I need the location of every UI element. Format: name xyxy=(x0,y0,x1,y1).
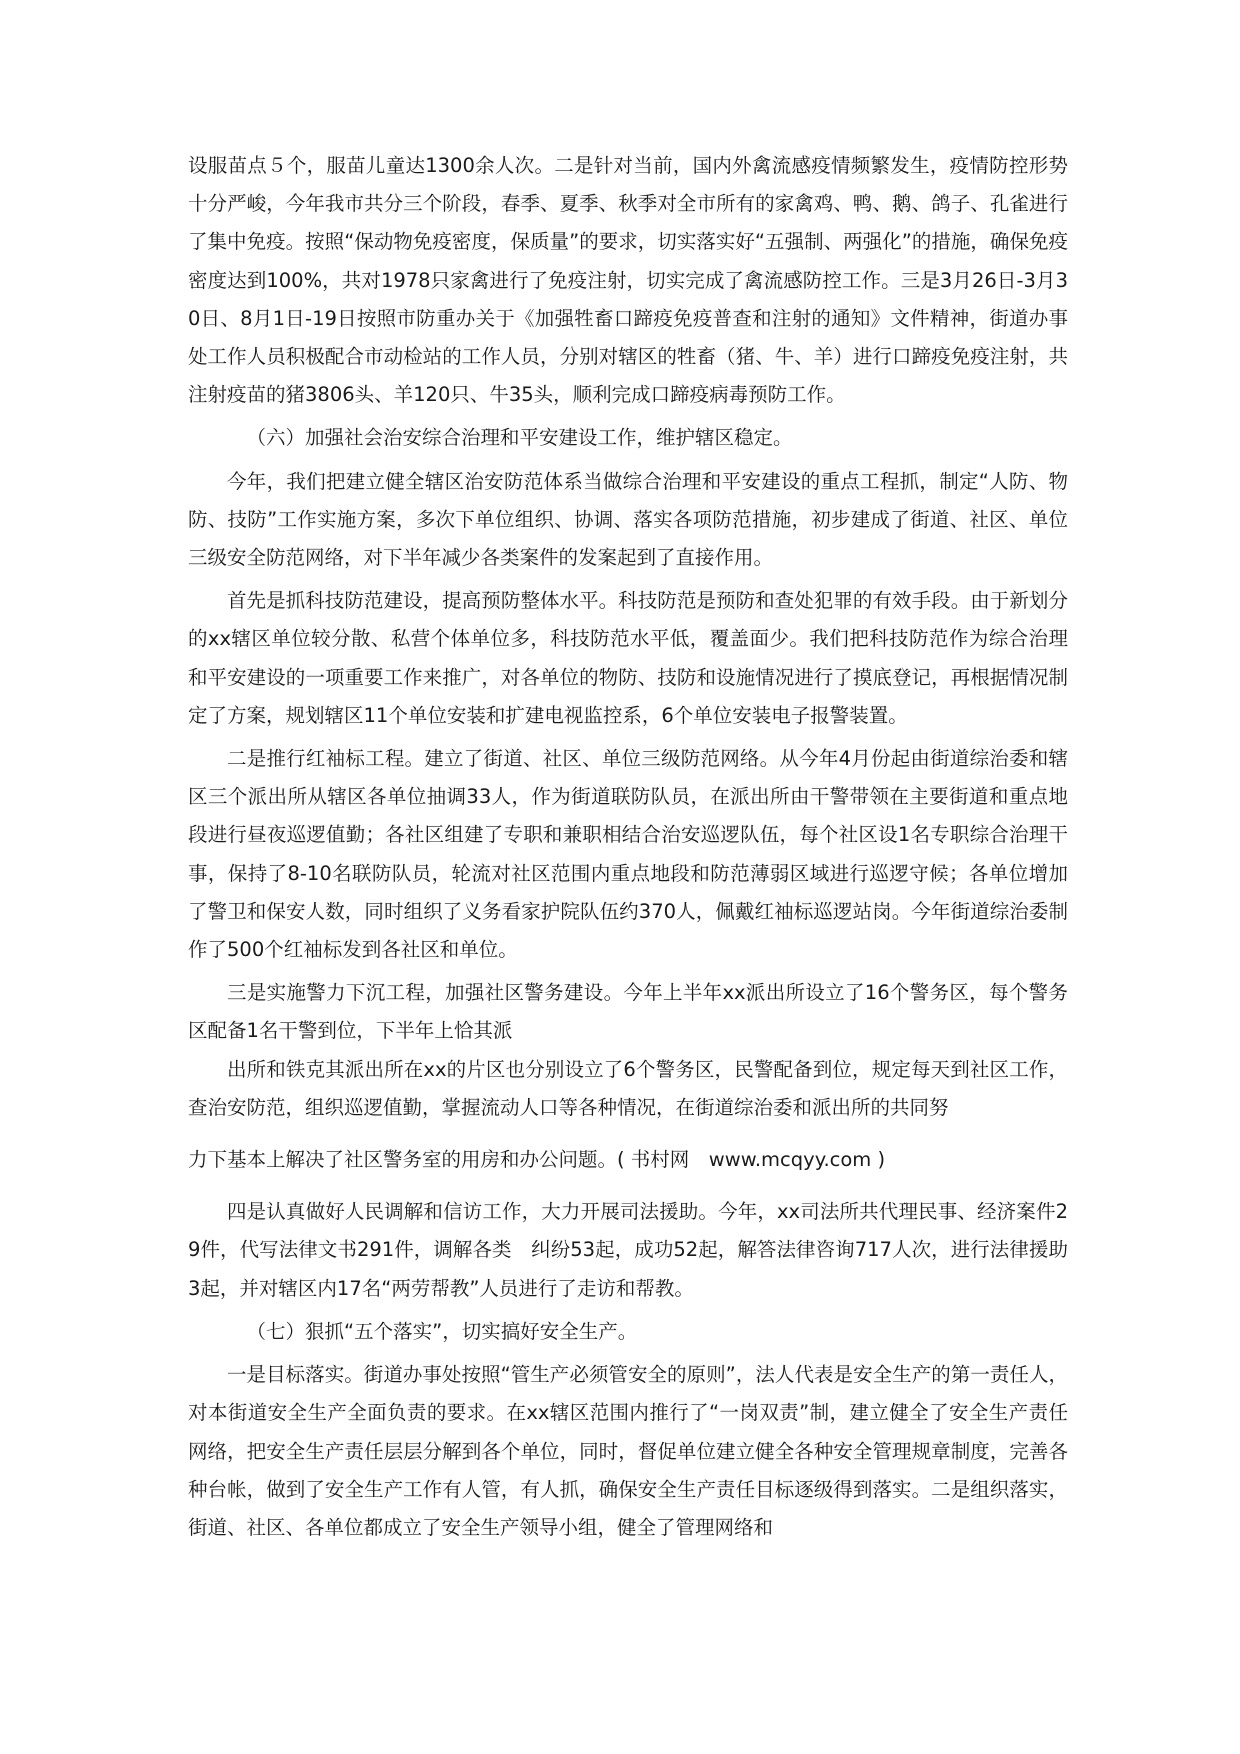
paragraph-vaccination-continued: 设服苗点５个，服苗儿童达1300余人次。二是针对当前，国内外禽流感疫情频繁发生，疫情防控形势十分严峻，今年我市共分三个阶段，春季、夏季、秋季对全市所有的家禽鸡、鸭、鹅、鸽子、孔雀进行了集中免疫。按照“保动物免疫密度，保质量”的要求，切实落实好“五强制、两强化”的措施，确保免疫密度达到100%，共对1978只家禽进行了免疫注射，切实完成了禽流感防控工作。三是3月26日-3月30日、8月1日-19日按照市防重办关于《加强牲畜口蹄疫免疫普查和注射的通知》文件精神，街道办事处工作人员积极配合市动检站的工作人员，分别对辖区的牲畜（猪、牛、羊）进行口蹄疫免疫注射，共注射疫苗的猪3806头、羊120只、牛35头，顺利完成口蹄疫病毒预防工作。 xyxy=(188,154,1068,407)
section-heading-safety-production: （七）狠抓“五个落实”，切实搞好安全生产。 xyxy=(246,1319,638,1343)
section-heading-public-security: （六）加强社会治安综合治理和平安建设工作，维护辖区稳定。 xyxy=(246,426,793,450)
paragraph-tech-prevention: 首先是抓科技防范建设，提高预防整体水平。科技防范是预防和查处犯罪的有效手段。由于新划分的xx辖区单位较分散、私营个体单位多，科技防范水平低，覆盖面少。我们把科技防范作为综合治理和平安建设的一项重要工作来推广，对各单位的物防、技防和设施情况进行了摸底登记，再根据情况制定了方案，规划辖区11个单位安装和扩建电视监控系，6个单位安装电子报警装置。 xyxy=(188,589,1068,727)
paragraph-police-office-source: 力下基本上解决了社区警务室的用房和办公问题。( 书村网 www.mcqyy.com ) xyxy=(188,1148,886,1172)
paragraph-security-system: 今年，我们把建立健全辖区治安防范体系当做综合治理和平安建设的重点工程抓，制定“人防、物防、技防”工作实施方案，多次下单位组织、协调、落实各项防范措施，初步建成了街道、社区、单位三级安全防范网络，对下半年减少各类案件的发案起到了直接作用。 xyxy=(188,469,1068,570)
document-body xyxy=(188,147,1068,1547)
paragraph-police-stations: 出所和铁克其派出所在xx的片区也分别设立了6个警务区，民警配备到位，规定每天到社区工作，查治安防范，组织巡逻值勤，掌握流动人口等各种情况，在街道综治委和派出所的共同努 xyxy=(188,1057,1068,1119)
paragraph-police-sinking: 三是实施警力下沉工程，加强社区警务建设。今年上半年xx派出所设立了16个警务区，每个警务区配备1名干警到位，下半年上恰其派 xyxy=(188,981,1068,1043)
paragraph-target-implementation: 一是目标落实。街道办事处按照“管生产必须管安全的原则”，法人代表是安全生产的第一责任人，对本街道安全生产全面负责的要求。在xx辖区范围内推行了“一岗双责”制，建立健全了安全生产责任网络，把安全生产责任层层分解到各个单位，同时，督促单位建立健全各种安全管理规章制度，完善各种台帐，做到了安全生产工作有人管，有人抓，确保安全生产责任目标逐级得到落实。二是组织落实，街道、社区、各单位都成立了安全生产领导小组，健全了管理网络和 xyxy=(188,1363,1068,1539)
paragraph-red-armband: 二是推行红袖标工程。建立了街道、社区、单位三级防范网络。从今年4月份起由街道综治委和辖区三个派出所从辖区各单位抽调33人，作为街道联防队员，在派出所由干警带领在主要街道和重点地段进行昼夜巡逻值勤；各社区组建了专职和兼职相结合治安巡逻队伍，每个社区设1名专职综合治理干事，保持了8-10名联防队员，轮流对社区范围内重点地段和防范薄弱区域进行巡逻守候；各单位增加了警卫和保安人数，同时组织了义务看家护院队伍约370人，佩戴红袖标巡逻站岗。今年街道综治委制作了500个红袖标发到各社区和单位。 xyxy=(188,747,1068,962)
paragraph-mediation: 四是认真做好人民调解和信访工作，大力开展司法援助。今年，xx司法所共代理民事、经济案件29件，代写法律文书291件，调解各类 纠纷53起，成功52起，解答法律咨询717人次，进行法律援助3起，并对辖区内17名“两劳帮教”人员进行了走访和帮教。 xyxy=(188,1200,1068,1300)
